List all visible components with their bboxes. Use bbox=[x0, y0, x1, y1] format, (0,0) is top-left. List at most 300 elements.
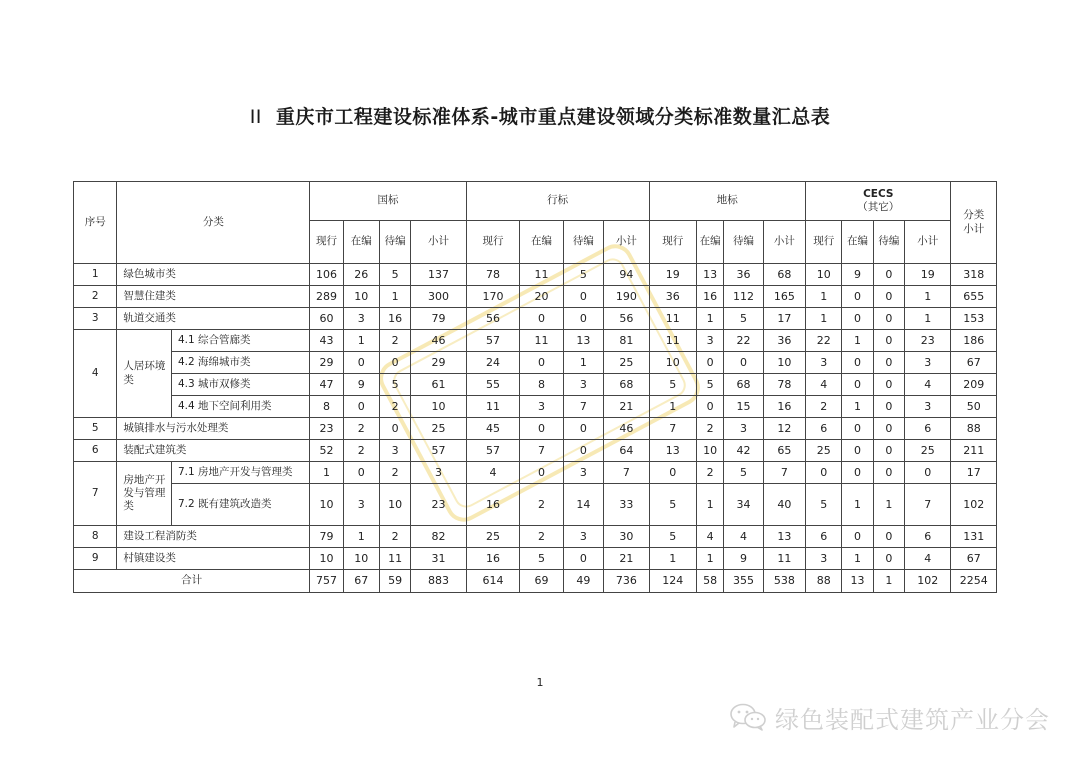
header-sub-planned: 待编 bbox=[379, 221, 410, 264]
cell-cecs-planned: 0 bbox=[873, 330, 904, 352]
cell-national-current: 10 bbox=[310, 484, 343, 526]
cell-local-subtotal: 538 bbox=[763, 570, 805, 593]
cell-cecs-current: 1 bbox=[806, 308, 842, 330]
header-sub-planned: 待编 bbox=[873, 221, 904, 264]
cell-national-current: 289 bbox=[310, 286, 343, 308]
cell-industry-current: 24 bbox=[466, 352, 520, 374]
cell-industry-current: 55 bbox=[466, 374, 520, 396]
header-group-cecs bbox=[806, 182, 951, 221]
cell-national-subtotal: 57 bbox=[411, 440, 467, 462]
cell-industry-subtotal: 94 bbox=[604, 264, 649, 286]
cell-industry-subtotal: 25 bbox=[604, 352, 649, 374]
cell-local-drafting: 58 bbox=[697, 570, 724, 593]
cell-national-subtotal: 61 bbox=[411, 374, 467, 396]
cell-local-planned: 3 bbox=[724, 418, 763, 440]
cell-industry-planned: 0 bbox=[563, 440, 603, 462]
cell-industry-current: 57 bbox=[466, 440, 520, 462]
cell-local-planned: 5 bbox=[724, 308, 763, 330]
footer-brand bbox=[729, 700, 1050, 734]
cell-cecs-planned: 0 bbox=[873, 286, 904, 308]
cell-local-drafting: 16 bbox=[697, 286, 724, 308]
cell-cecs-drafting: 0 bbox=[842, 526, 873, 548]
cell-local-planned: 5 bbox=[724, 462, 763, 484]
cell-national-current: 60 bbox=[310, 308, 343, 330]
cell-local-planned: 22 bbox=[724, 330, 763, 352]
cell-cecs-drafting: 1 bbox=[842, 484, 873, 526]
cell-cecs-current: 10 bbox=[806, 264, 842, 286]
cell-industry-subtotal: 190 bbox=[604, 286, 649, 308]
cell-category-subtotal: 2254 bbox=[951, 570, 997, 593]
cell-national-drafting: 10 bbox=[343, 286, 379, 308]
cell-national-planned: 2 bbox=[379, 526, 410, 548]
cell-national-planned: 1 bbox=[379, 286, 410, 308]
cell-local-drafting: 2 bbox=[697, 418, 724, 440]
cell-cecs-drafting: 1 bbox=[842, 548, 873, 570]
header-row-groups bbox=[74, 182, 997, 221]
cell-industry-planned: 0 bbox=[563, 286, 603, 308]
cell-local-subtotal: 11 bbox=[763, 548, 805, 570]
row-subcategory: 4.3 城市双修类 bbox=[171, 374, 309, 396]
cell-cecs-current: 5 bbox=[806, 484, 842, 526]
cell-national-planned: 2 bbox=[379, 396, 410, 418]
cell-cecs-current: 1 bbox=[806, 286, 842, 308]
cell-cecs-current: 25 bbox=[806, 440, 842, 462]
table-row bbox=[74, 264, 997, 286]
cell-cecs-planned: 0 bbox=[873, 396, 904, 418]
cell-industry-drafting: 11 bbox=[520, 330, 563, 352]
row-seq: 9 bbox=[74, 548, 117, 570]
header-cecs-note: （其它） bbox=[857, 201, 900, 213]
header-sub-drafting: 在编 bbox=[520, 221, 563, 264]
cell-local-planned: 4 bbox=[724, 526, 763, 548]
cell-category-subtotal: 67 bbox=[951, 352, 997, 374]
cell-industry-drafting: 3 bbox=[520, 396, 563, 418]
cell-local-current: 11 bbox=[649, 308, 696, 330]
cell-local-subtotal: 40 bbox=[763, 484, 805, 526]
row-seq: 7 bbox=[74, 462, 117, 526]
total-row bbox=[74, 570, 997, 593]
cell-industry-drafting: 0 bbox=[520, 352, 563, 374]
cell-national-current: 52 bbox=[310, 440, 343, 462]
cell-local-current: 36 bbox=[649, 286, 696, 308]
cell-cecs-planned: 0 bbox=[873, 374, 904, 396]
row-category: 绿色城市类 bbox=[117, 264, 310, 286]
cell-local-planned: 42 bbox=[724, 440, 763, 462]
cell-cecs-current: 3 bbox=[806, 352, 842, 374]
cell-local-current: 10 bbox=[649, 352, 696, 374]
cell-category-subtotal: 50 bbox=[951, 396, 997, 418]
cell-industry-subtotal: 46 bbox=[604, 418, 649, 440]
cell-local-planned: 9 bbox=[724, 548, 763, 570]
cell-national-planned: 5 bbox=[379, 374, 410, 396]
cell-cecs-subtotal: 7 bbox=[904, 484, 950, 526]
cell-industry-planned: 3 bbox=[563, 526, 603, 548]
header-sub-subtotal: 小计 bbox=[763, 221, 805, 264]
cell-national-current: 47 bbox=[310, 374, 343, 396]
cell-local-subtotal: 36 bbox=[763, 330, 805, 352]
cell-cecs-drafting: 13 bbox=[842, 570, 873, 593]
cell-local-subtotal: 165 bbox=[763, 286, 805, 308]
cell-local-subtotal: 78 bbox=[763, 374, 805, 396]
cell-local-drafting: 3 bbox=[697, 330, 724, 352]
cell-national-current: 8 bbox=[310, 396, 343, 418]
row-seq: 2 bbox=[74, 286, 117, 308]
cell-cecs-subtotal: 23 bbox=[904, 330, 950, 352]
header-sub-planned: 待编 bbox=[563, 221, 603, 264]
cell-local-drafting: 1 bbox=[697, 484, 724, 526]
cell-cecs-subtotal: 6 bbox=[904, 418, 950, 440]
cell-national-drafting: 26 bbox=[343, 264, 379, 286]
table-row bbox=[74, 548, 997, 570]
cell-national-drafting: 2 bbox=[343, 440, 379, 462]
cell-industry-drafting: 8 bbox=[520, 374, 563, 396]
cell-industry-subtotal: 30 bbox=[604, 526, 649, 548]
cell-national-planned: 59 bbox=[379, 570, 410, 593]
cell-industry-current: 56 bbox=[466, 308, 520, 330]
cell-industry-subtotal: 81 bbox=[604, 330, 649, 352]
cell-industry-planned: 14 bbox=[563, 484, 603, 526]
cell-industry-subtotal: 33 bbox=[604, 484, 649, 526]
cell-local-current: 1 bbox=[649, 396, 696, 418]
cell-local-drafting: 2 bbox=[697, 462, 724, 484]
header-group-national: 国标 bbox=[310, 182, 466, 221]
row-category: 村镇建设类 bbox=[117, 548, 310, 570]
cell-local-current: 5 bbox=[649, 484, 696, 526]
cell-local-planned: 355 bbox=[724, 570, 763, 593]
cell-national-drafting: 1 bbox=[343, 330, 379, 352]
wechat-icon bbox=[729, 702, 767, 732]
cell-local-planned: 34 bbox=[724, 484, 763, 526]
cell-national-subtotal: 3 bbox=[411, 462, 467, 484]
cell-industry-drafting: 0 bbox=[520, 418, 563, 440]
cell-local-drafting: 10 bbox=[697, 440, 724, 462]
cell-national-subtotal: 79 bbox=[411, 308, 467, 330]
cell-national-drafting: 1 bbox=[343, 526, 379, 548]
cell-category-subtotal: 209 bbox=[951, 374, 997, 396]
header-sub-current: 现行 bbox=[310, 221, 343, 264]
cell-cecs-planned: 0 bbox=[873, 462, 904, 484]
cell-industry-current: 16 bbox=[466, 484, 520, 526]
header-cecs: CECS bbox=[863, 187, 894, 200]
cell-local-planned: 112 bbox=[724, 286, 763, 308]
cell-cecs-subtotal: 0 bbox=[904, 462, 950, 484]
cell-local-current: 11 bbox=[649, 330, 696, 352]
cell-industry-planned: 1 bbox=[563, 352, 603, 374]
cell-category-subtotal: 131 bbox=[951, 526, 997, 548]
cell-industry-current: 78 bbox=[466, 264, 520, 286]
cell-cecs-current: 4 bbox=[806, 374, 842, 396]
cell-local-drafting: 4 bbox=[697, 526, 724, 548]
cell-industry-subtotal: 7 bbox=[604, 462, 649, 484]
footer-brand-text: 绿色装配式建筑产业分会 bbox=[775, 705, 1050, 734]
cell-national-current: 106 bbox=[310, 264, 343, 286]
cell-national-subtotal: 883 bbox=[411, 570, 467, 593]
cell-local-drafting: 1 bbox=[697, 308, 724, 330]
cell-cecs-planned: 1 bbox=[873, 570, 904, 593]
cell-industry-current: 11 bbox=[466, 396, 520, 418]
cell-local-subtotal: 17 bbox=[763, 308, 805, 330]
cell-local-current: 5 bbox=[649, 526, 696, 548]
cell-national-planned: 2 bbox=[379, 462, 410, 484]
cell-local-planned: 68 bbox=[724, 374, 763, 396]
header-group-local: 地标 bbox=[649, 182, 806, 221]
cell-national-drafting: 0 bbox=[343, 352, 379, 374]
cell-cecs-current: 22 bbox=[806, 330, 842, 352]
header-category: 分类 bbox=[117, 182, 310, 264]
cell-cecs-current: 88 bbox=[806, 570, 842, 593]
cell-local-drafting: 1 bbox=[697, 548, 724, 570]
cell-national-subtotal: 82 bbox=[411, 526, 467, 548]
cell-national-subtotal: 31 bbox=[411, 548, 467, 570]
cell-cecs-subtotal: 1 bbox=[904, 308, 950, 330]
cell-national-current: 79 bbox=[310, 526, 343, 548]
cell-category-subtotal: 318 bbox=[951, 264, 997, 286]
cell-national-planned: 11 bbox=[379, 548, 410, 570]
cell-industry-current: 16 bbox=[466, 548, 520, 570]
cell-industry-drafting: 2 bbox=[520, 484, 563, 526]
header-sub-drafting: 在编 bbox=[697, 221, 724, 264]
row-subcategory: 4.1 综合管廊类 bbox=[171, 330, 309, 352]
cell-industry-subtotal: 64 bbox=[604, 440, 649, 462]
cell-national-current: 43 bbox=[310, 330, 343, 352]
cell-industry-subtotal: 68 bbox=[604, 374, 649, 396]
header-sub-current: 现行 bbox=[806, 221, 842, 264]
cell-industry-current: 4 bbox=[466, 462, 520, 484]
cell-local-drafting: 13 bbox=[697, 264, 724, 286]
row-group-label: 人居环境类 bbox=[117, 330, 172, 418]
header-sub-subtotal: 小计 bbox=[604, 221, 649, 264]
header-group-industry: 行标 bbox=[466, 182, 649, 221]
row-category: 城镇排水与污水处理类 bbox=[117, 418, 310, 440]
cell-national-planned: 16 bbox=[379, 308, 410, 330]
cell-local-subtotal: 12 bbox=[763, 418, 805, 440]
cell-industry-subtotal: 21 bbox=[604, 396, 649, 418]
cell-local-current: 1 bbox=[649, 548, 696, 570]
cell-national-drafting: 0 bbox=[343, 462, 379, 484]
cell-national-drafting: 2 bbox=[343, 418, 379, 440]
header-sub-subtotal: 小计 bbox=[904, 221, 950, 264]
cell-industry-drafting: 5 bbox=[520, 548, 563, 570]
cell-industry-current: 170 bbox=[466, 286, 520, 308]
cell-national-drafting: 3 bbox=[343, 484, 379, 526]
cell-cecs-planned: 0 bbox=[873, 526, 904, 548]
cell-category-subtotal: 655 bbox=[951, 286, 997, 308]
table-row bbox=[74, 286, 997, 308]
cell-cecs-subtotal: 4 bbox=[904, 548, 950, 570]
cell-cecs-subtotal: 102 bbox=[904, 570, 950, 593]
title-numeral: II bbox=[249, 106, 262, 128]
cell-category-subtotal: 88 bbox=[951, 418, 997, 440]
cell-local-drafting: 0 bbox=[697, 396, 724, 418]
cell-national-subtotal: 25 bbox=[411, 418, 467, 440]
row-seq: 5 bbox=[74, 418, 117, 440]
cell-local-current: 0 bbox=[649, 462, 696, 484]
page-number: 1 bbox=[536, 676, 544, 689]
cell-national-drafting: 67 bbox=[343, 570, 379, 593]
cell-cecs-planned: 1 bbox=[873, 484, 904, 526]
header-sub-current: 现行 bbox=[649, 221, 696, 264]
cell-local-current: 13 bbox=[649, 440, 696, 462]
cell-local-subtotal: 68 bbox=[763, 264, 805, 286]
cell-cecs-drafting: 0 bbox=[842, 374, 873, 396]
table-row bbox=[74, 440, 997, 462]
cell-industry-subtotal: 21 bbox=[604, 548, 649, 570]
row-category: 建设工程消防类 bbox=[117, 526, 310, 548]
cell-industry-drafting: 7 bbox=[520, 440, 563, 462]
row-subcategory: 7.2 既有建筑改造类 bbox=[171, 484, 309, 526]
cell-cecs-drafting: 0 bbox=[842, 352, 873, 374]
cell-industry-drafting: 20 bbox=[520, 286, 563, 308]
cell-cecs-current: 0 bbox=[806, 462, 842, 484]
cell-cecs-drafting: 0 bbox=[842, 286, 873, 308]
cell-national-planned: 0 bbox=[379, 418, 410, 440]
cell-industry-planned: 7 bbox=[563, 396, 603, 418]
cell-national-planned: 2 bbox=[379, 330, 410, 352]
header-seq: 序号 bbox=[74, 182, 117, 264]
header-sub-subtotal: 小计 bbox=[411, 221, 467, 264]
cell-cecs-planned: 0 bbox=[873, 440, 904, 462]
cell-cecs-drafting: 0 bbox=[842, 462, 873, 484]
cell-cecs-subtotal: 3 bbox=[904, 396, 950, 418]
total-label: 合计 bbox=[74, 570, 310, 593]
cell-industry-drafting: 11 bbox=[520, 264, 563, 286]
cell-cecs-drafting: 1 bbox=[842, 396, 873, 418]
cell-national-planned: 3 bbox=[379, 440, 410, 462]
row-subcategory: 4.2 海绵城市类 bbox=[171, 352, 309, 374]
cell-cecs-subtotal: 3 bbox=[904, 352, 950, 374]
cell-category-subtotal: 211 bbox=[951, 440, 997, 462]
cell-national-subtotal: 46 bbox=[411, 330, 467, 352]
cell-local-subtotal: 16 bbox=[763, 396, 805, 418]
cell-local-planned: 0 bbox=[724, 352, 763, 374]
cell-local-current: 124 bbox=[649, 570, 696, 593]
cell-cecs-drafting: 0 bbox=[842, 440, 873, 462]
cell-industry-planned: 0 bbox=[563, 308, 603, 330]
header-category-subtotal: 分类 小计 bbox=[951, 182, 997, 264]
header-sub-planned: 待编 bbox=[724, 221, 763, 264]
cell-industry-subtotal: 736 bbox=[604, 570, 649, 593]
cell-local-current: 19 bbox=[649, 264, 696, 286]
cell-local-subtotal: 10 bbox=[763, 352, 805, 374]
row-subcategory: 7.1 房地产开发与管理类 bbox=[171, 462, 309, 484]
cell-national-subtotal: 300 bbox=[411, 286, 467, 308]
cell-local-planned: 15 bbox=[724, 396, 763, 418]
cell-local-drafting: 0 bbox=[697, 352, 724, 374]
cell-cecs-subtotal: 6 bbox=[904, 526, 950, 548]
cell-national-current: 23 bbox=[310, 418, 343, 440]
cell-cecs-subtotal: 25 bbox=[904, 440, 950, 462]
header-sub-drafting: 在编 bbox=[842, 221, 873, 264]
table-row bbox=[74, 484, 997, 526]
row-seq: 4 bbox=[74, 330, 117, 418]
cell-local-drafting: 5 bbox=[697, 374, 724, 396]
row-seq: 6 bbox=[74, 440, 117, 462]
cell-national-planned: 0 bbox=[379, 352, 410, 374]
cell-national-subtotal: 137 bbox=[411, 264, 467, 286]
summary-table bbox=[73, 181, 997, 593]
cell-national-planned: 5 bbox=[379, 264, 410, 286]
cell-industry-current: 614 bbox=[466, 570, 520, 593]
row-seq: 8 bbox=[74, 526, 117, 548]
cell-industry-planned: 0 bbox=[563, 418, 603, 440]
cell-national-current: 29 bbox=[310, 352, 343, 374]
table-row bbox=[74, 526, 997, 548]
cell-national-subtotal: 10 bbox=[411, 396, 467, 418]
cell-cecs-drafting: 1 bbox=[842, 330, 873, 352]
cell-cecs-drafting: 9 bbox=[842, 264, 873, 286]
cell-cecs-current: 3 bbox=[806, 548, 842, 570]
cell-industry-planned: 49 bbox=[563, 570, 603, 593]
cell-industry-planned: 0 bbox=[563, 548, 603, 570]
cell-local-subtotal: 65 bbox=[763, 440, 805, 462]
cell-national-current: 757 bbox=[310, 570, 343, 593]
cell-cecs-drafting: 0 bbox=[842, 308, 873, 330]
cell-cecs-current: 2 bbox=[806, 396, 842, 418]
row-seq: 3 bbox=[74, 308, 117, 330]
cell-category-subtotal: 153 bbox=[951, 308, 997, 330]
cell-industry-planned: 3 bbox=[563, 374, 603, 396]
cell-cecs-planned: 0 bbox=[873, 418, 904, 440]
cell-category-subtotal: 67 bbox=[951, 548, 997, 570]
row-category: 轨道交通类 bbox=[117, 308, 310, 330]
cell-local-current: 5 bbox=[649, 374, 696, 396]
cell-cecs-planned: 0 bbox=[873, 548, 904, 570]
row-category: 智慧住建类 bbox=[117, 286, 310, 308]
table-row bbox=[74, 396, 997, 418]
cell-cecs-planned: 0 bbox=[873, 264, 904, 286]
cell-national-subtotal: 29 bbox=[411, 352, 467, 374]
cell-industry-planned: 13 bbox=[563, 330, 603, 352]
cell-cecs-subtotal: 19 bbox=[904, 264, 950, 286]
title-text: 重庆市工程建设标准体系-城市重点建设领域分类标准数量汇总表 bbox=[275, 106, 831, 128]
row-seq: 1 bbox=[74, 264, 117, 286]
cell-industry-planned: 3 bbox=[563, 462, 603, 484]
cell-local-current: 7 bbox=[649, 418, 696, 440]
cell-cecs-subtotal: 4 bbox=[904, 374, 950, 396]
cell-industry-current: 45 bbox=[466, 418, 520, 440]
cell-cecs-current: 6 bbox=[806, 418, 842, 440]
table-row bbox=[74, 352, 997, 374]
cell-industry-drafting: 2 bbox=[520, 526, 563, 548]
cell-industry-current: 57 bbox=[466, 330, 520, 352]
table-row bbox=[74, 308, 997, 330]
table-row bbox=[74, 374, 997, 396]
cell-cecs-current: 6 bbox=[806, 526, 842, 548]
cell-industry-current: 25 bbox=[466, 526, 520, 548]
cell-category-subtotal: 186 bbox=[951, 330, 997, 352]
cell-national-current: 10 bbox=[310, 548, 343, 570]
cell-local-planned: 36 bbox=[724, 264, 763, 286]
cell-cecs-subtotal: 1 bbox=[904, 286, 950, 308]
cell-industry-drafting: 69 bbox=[520, 570, 563, 593]
cell-cecs-planned: 0 bbox=[873, 352, 904, 374]
cell-national-current: 1 bbox=[310, 462, 343, 484]
cell-category-subtotal: 17 bbox=[951, 462, 997, 484]
row-category: 装配式建筑类 bbox=[117, 440, 310, 462]
cell-national-drafting: 9 bbox=[343, 374, 379, 396]
cell-national-subtotal: 23 bbox=[411, 484, 467, 526]
header-sub-current: 现行 bbox=[466, 221, 520, 264]
page-title bbox=[0, 102, 1080, 129]
cell-local-subtotal: 7 bbox=[763, 462, 805, 484]
table-row bbox=[74, 462, 997, 484]
cell-category-subtotal: 102 bbox=[951, 484, 997, 526]
row-subcategory: 4.4 地下空间利用类 bbox=[171, 396, 309, 418]
cell-national-planned: 10 bbox=[379, 484, 410, 526]
cell-national-drafting: 10 bbox=[343, 548, 379, 570]
cell-national-drafting: 0 bbox=[343, 396, 379, 418]
cell-industry-subtotal: 56 bbox=[604, 308, 649, 330]
